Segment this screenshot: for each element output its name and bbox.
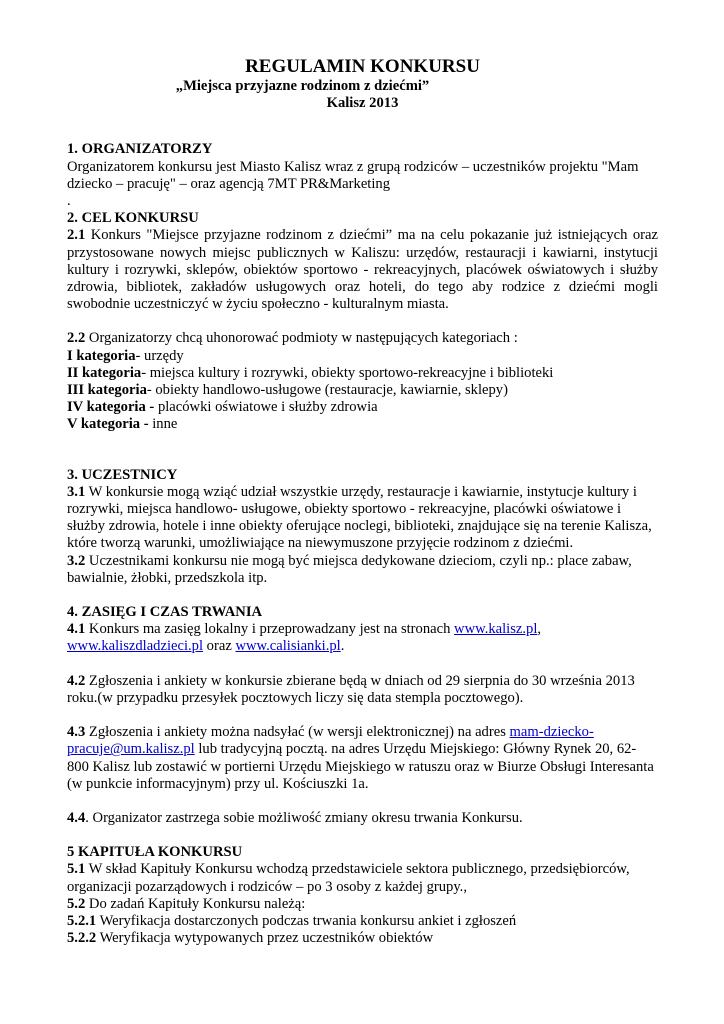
category-label: II kategoria [67, 364, 142, 381]
conjunction: oraz [203, 638, 236, 655]
paragraph-text: Konkurs "Miejsce przyjazne rodzinom z dziećmi” ma na celu pokazanie już istniejących oraz przystosowane nowych miejsc publicznych w Kaliszu: urzędów, restauracji i kawiarni, instytucji kultury i rozrywki, sklepów, obiektów sportowo - rekreacyjnych, placówek oświatowych i służby zdrowia, bibliotek, zakładów usługowych oraz hoteli, do tego aby rodzice z dziećmi mogli swobodnie uczestniczyć w życiu społeczno - kulturalnym miasta. [67, 227, 658, 313]
paragraph-number: 5.2.1 [67, 912, 97, 929]
paragraph-text: Zgłoszenia i ankiety w konkursie zbierane będą w dniach od 29 sierpnia do 30 września 2013 roku.(w przypadku przesyłek pocztowych liczy się data stempla pocztowego). [67, 672, 635, 706]
paragraph-text: Zgłoszenia i ankiety można nadsyłać (w wersji elektronicznej) na adres [85, 724, 510, 741]
paragraph-text: W skład Kapituły Konkursu wchodzą przedstawiciele sektora publicznego, przedsiębiorców, organizacji pozarządowych i rodziców – po 3 osoby z każdej grupy., [67, 861, 630, 895]
link-kalisz[interactable]: www.kalisz.pl [454, 621, 538, 638]
category-text: - miejsca kultury i rozrywki, obiekty sportowo-rekreacyjne i biblioteki [141, 364, 554, 381]
section-1-heading: 1. ORGANIZATORZY [67, 141, 213, 158]
section-2-paragraph-1 [67, 227, 658, 313]
category-label: V kategoria - [67, 416, 149, 433]
section-5-paragraph-1 [67, 861, 658, 895]
paragraph-text: Konkurs ma zasięg lokalny i przeprowadzany jest na stronach [85, 621, 455, 638]
category-item [67, 348, 658, 365]
section-5-paragraph-4 [67, 930, 658, 947]
category-item [67, 365, 658, 382]
section-2-paragraph-2 [67, 330, 658, 347]
paragraph-text: lub tradycyjną pocztą. na adres Urzędu Miejskiego: Główny Rynek 20, 62-800 Kalisz lub zostawić w portierni Urzędu Miejskiego w ratuszu oraz w Biurze Obsługi Interesanta (w punkcie informacyjnym) przy ul. Kościuszki 1a. [67, 741, 654, 792]
paragraph-number: 5.1 [67, 861, 86, 878]
paragraph-number: 4.2 [67, 672, 86, 689]
section-4-paragraph-2 [67, 673, 658, 707]
paragraph-text: W konkursie mogą wziąć udział wszystkie urzędy, restauracje i kawiarnie, instytucje kultury i rozrywki, miejsca handlowo- usługowe, obiekty sportowo - rekreacyjne, placówki oświatowe i służby zdrowia, hotele i inne obiekty oferujące noclegi, biblioteki, znajdujące się na terenie Kalisza, które tworzą warunki, umożliwiające na niewymuszone przyjęcie rodzinom z dziećmi. [67, 483, 652, 552]
section-3-paragraph-1 [67, 484, 658, 553]
paragraph-number: 5.2.2 [67, 930, 97, 947]
link-kaliszdladzieci[interactable]: www.kaliszdladzieci.pl [67, 638, 204, 655]
section-1-dot: . [67, 193, 71, 210]
paragraph-number: 5.2 [67, 895, 86, 912]
comma: , [537, 621, 542, 638]
section-2-heading: 2. CEL KONKURSU [67, 210, 199, 227]
paragraph-number: 3.1 [67, 483, 86, 500]
paragraph-number: 4.1 [67, 621, 86, 638]
category-label: I kategoria [67, 347, 136, 364]
document-subtitle: „Miejsca przyjazne rodzinom z dziećmi” [175, 78, 430, 94]
paragraph-number: 2.1 [67, 227, 86, 244]
paragraph-text: Uczestnikami konkursu nie mogą być miejsca dedykowane dzieciom, czyli np.: place zabaw, bawialnie, żłobki, przedszkola itp. [67, 552, 632, 586]
paragraph-text: . Organizator zastrzega sobie możliwość zmiany okresu trwania Konkursu. [85, 809, 523, 826]
category-item [67, 382, 658, 399]
section-4-heading: 4. ZASIĘG I CZAS TRWANIA [67, 604, 263, 621]
document-title: REGULAMIN KONKURSU [245, 56, 480, 77]
paragraph-text: Weryfikacja wytypowanych przez uczestników obiektów [96, 930, 434, 947]
paragraph-number: 2.2 [67, 330, 86, 347]
category-text: - obiekty handlowo-usługowe (restauracje, kawiarnie, sklepy) [146, 382, 508, 399]
paragraph-text: Do zadań Kapituły Konkursu należą: [85, 895, 306, 912]
category-text: placówki oświatowe i służby zdrowia [154, 399, 378, 416]
category-item [67, 399, 658, 416]
paragraph-text: Weryfikacja dostarczonych podczas trwania konkursu ankiet i zgłoszeń [96, 912, 517, 929]
section-4-paragraph-3 [67, 724, 658, 793]
paragraph-number: 3.2 [67, 552, 86, 569]
category-text: - urzędy [135, 347, 184, 364]
paragraph-number: 4.3 [67, 724, 86, 741]
section-5-paragraph-2 [67, 896, 658, 913]
section-5-paragraph-3 [67, 913, 658, 930]
email-link-part-1[interactable]: mam-dziecko- [509, 724, 594, 741]
email-link-part-2[interactable]: pracuje@um.kalisz.pl [67, 741, 195, 758]
category-label: III kategoria [67, 382, 147, 399]
category-text: inne [148, 416, 178, 433]
paragraph-number: 4.4 [67, 809, 86, 826]
section-4-paragraph-4 [67, 810, 658, 827]
section-3-heading: 3. UCZESTNICY [67, 466, 178, 483]
paragraph-text: Organizatorzy chcą uhonorować podmioty w następujących kategoriach : [85, 330, 518, 347]
link-calisianki[interactable]: www.calisianki.pl [235, 638, 341, 655]
category-item [67, 416, 658, 433]
section-4-paragraph-1 [67, 621, 658, 655]
section-5-heading: 5 KAPITUŁA KONKURSU [67, 844, 243, 861]
section-1-text: Organizatorem konkursu jest Miasto Kalisz wraz z grupą rodziców – uczestników projektu "Mam dziecko – pracuję" – oraz agencją 7MT PR&Marketing [67, 158, 639, 192]
section-3-paragraph-2 [67, 553, 658, 587]
category-label: IV kategoria - [67, 399, 155, 416]
document-city-year: Kalisz 2013 [326, 95, 399, 112]
period: . [340, 638, 345, 655]
